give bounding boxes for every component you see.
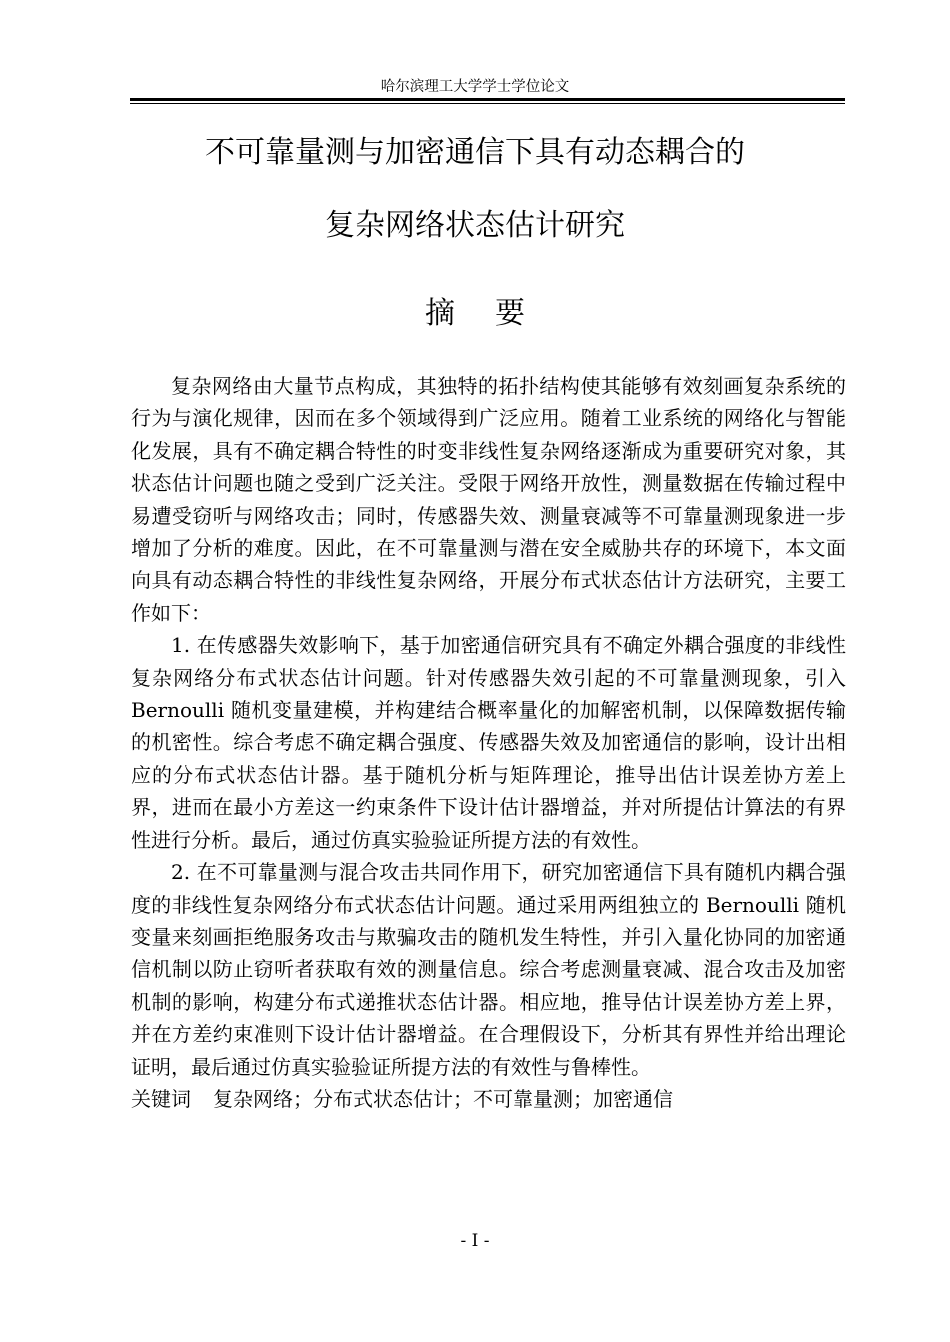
page-number: - I - (460, 1231, 490, 1251)
abstract-paragraph-intro: 复杂网络由大量节点构成，其独特的拓扑结构使其能够有效刻画复杂系统的行为与演化规律，因而在多个领域得到广泛应用。随着工业系统的网络化与智能化发展，具有不确定耦合特性的时变非线性复杂网络逐渐成为重要研究对象，其状态估计问题也随之受到广泛关注。受限于网络开放性，测量数据在传输过程中易遭受窃听与网络攻击；同时，传感器失效、测量衰减等不可靠量测现象进一步增加了分析的难度。因此，在不可靠量测与潜在安全威胁共存的环境下，本文面向具有动态耦合特性的非线性复杂网络，开展分布式状态估计方法研究，主要工作如下： (131, 374, 846, 625)
running-header: 哈尔滨理工大学学士学位论文 (380, 79, 570, 95)
keywords-label: 关键词 (131, 1086, 191, 1111)
keywords-line (131, 1083, 846, 1115)
thesis-title-line-2: 复杂网络状态估计研究 (325, 208, 625, 243)
abstract-paragraph-work-1: 1. 在传感器失效影响下，基于加密通信研究具有不确定外耦合强度的非线性复杂网络分布式状态估计问题。针对传感器失效引起的不可靠量测现象，引入 Bernoulli 随机变量建模，并构建结合概率量化的加解密机制，以保障数据传输的机密性。综合考虑不确定耦合强度、传感器失效及加密通信的影响，设计出相应的分布式状态估计器。基于随机分析与矩阵理论，推导出估计误差协方差上界，进而在最小方差这一约束条件下设计估计器增益，并对所提估计算法的有界性进行分析。最后，通过仿真实验验证所提方法的有效性。 (131, 633, 846, 852)
abstract-body (131, 370, 846, 1115)
thesis-title-line-1: 不可靠量测与加密通信下具有动态耦合的 (205, 135, 745, 170)
abstract-paragraph-work-2: 2. 在不可靠量测与混合攻击共同作用下，研究加密通信下具有随机内耦合强度的非线性复杂网络分布式状态估计问题。通过采用两组独立的 Bernoulli 随机变量来刻画拒绝服务攻击与欺骗攻击的随机发生特性，并引入量化协同的加密通信机制以防止窃听者获取有效的测量信息。综合考虑测量衰减、混合攻击及加密机制的影响，构建分布式递推状态估计器。相应地，推导估计误差协方差上界，并在方差约束准则下设计估计器增益。在合理假设下，分析其有界性并给出理论证明，最后通过仿真实验验证所提方法的有效性与鲁棒性。 (131, 860, 846, 1079)
header-rule-thick (130, 98, 845, 101)
abstract-heading: 摘要 (425, 296, 565, 331)
header-rule-thin (130, 103, 845, 104)
keywords-list: 复杂网络；分布式状态估计；不可靠量测；加密通信 (213, 1086, 673, 1111)
